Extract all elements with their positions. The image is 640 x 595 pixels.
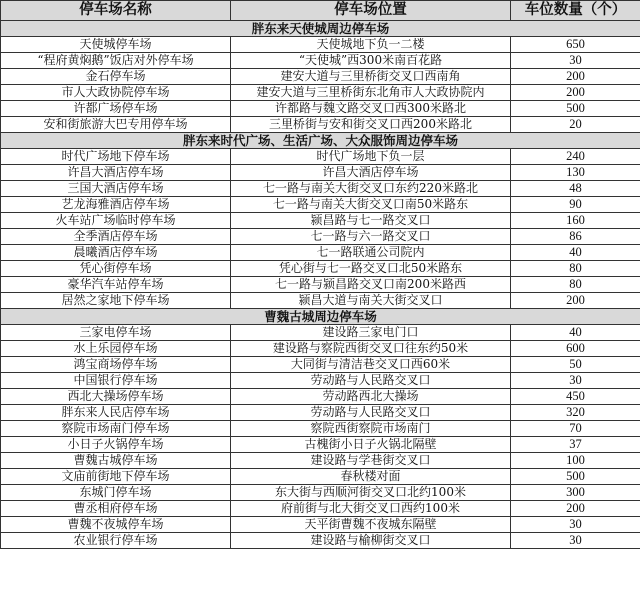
table-row [1,165,640,181]
table-row [1,341,640,357]
table-row [1,469,640,485]
parking-location-cell: 颍昌路与七一路交叉口 [231,213,511,229]
parking-name-cell: 曹魏古城停车场 [1,453,231,469]
table-row [1,293,640,309]
parking-count-cell: 90 [511,197,640,213]
parking-name-cell: 胖东来人民店停车场 [1,405,231,421]
parking-name-cell: 艺龙海雅酒店停车场 [1,197,231,213]
parking-count-cell: 240 [511,149,640,165]
parking-name-cell: 三国大酒店停车场 [1,181,231,197]
parking-location-cell: 颍昌大道与南关大街交叉口 [231,293,511,309]
parking-count-cell: 100 [511,453,640,469]
parking-location-cell: 劳动路西北大操场 [231,389,511,405]
parking-name-cell: 中国银行停车场 [1,373,231,389]
parking-location-cell: 许都路与魏文路交叉口西300米路北 [231,101,511,117]
parking-count-cell: 200 [511,293,640,309]
table-row [1,357,640,373]
parking-count-cell: 20 [511,117,640,133]
table-row [1,37,640,53]
parking-name-cell: 鸿宝商场停车场 [1,357,231,373]
table-row [1,117,640,133]
parking-count-cell: 600 [511,341,640,357]
table-body [1,21,640,549]
parking-count-cell: 30 [511,517,640,533]
parking-name-cell: 小日子火锅停车场 [1,437,231,453]
parking-count-cell: 130 [511,165,640,181]
table-row [1,373,640,389]
table-row [1,85,640,101]
parking-count-cell: 500 [511,101,640,117]
parking-location-cell: 春秋楼对面 [231,469,511,485]
parking-location-cell: 府前街与北大街交叉口西约100米 [231,501,511,517]
parking-location-cell: 时代广场地下负一层 [231,149,511,165]
parking-name-cell: 安和街旅游大巴专用停车场 [1,117,231,133]
parking-name-cell: 曹丞相府停车场 [1,501,231,517]
parking-count-cell: 30 [511,533,640,549]
parking-count-cell: 30 [511,373,640,389]
parking-count-cell: 500 [511,469,640,485]
header-name: 停车场名称 [1,1,231,21]
parking-location-cell: 劳动路与人民路交叉口 [231,405,511,421]
table-row [1,181,640,197]
parking-name-cell: 晨曦酒店停车场 [1,245,231,261]
parking-count-cell: 40 [511,325,640,341]
parking-location-cell: 大同街与清洁巷交叉口西60米 [231,357,511,373]
parking-location-cell: 建设路与学巷街交叉口 [231,453,511,469]
parking-location-cell: 许昌大酒店停车场 [231,165,511,181]
parking-name-cell: 三家电停车场 [1,325,231,341]
parking-location-cell: 建安大道与三里桥街交叉口西南角 [231,69,511,85]
parking-count-cell: 30 [511,53,640,69]
parking-name-cell: 凭心街停车场 [1,261,231,277]
parking-name-cell: 曹魏不夜城停车场 [1,517,231,533]
parking-count-cell: 450 [511,389,640,405]
table-row [1,277,640,293]
parking-count-cell: 200 [511,85,640,101]
parking-name-cell: 市人大政协院停车场 [1,85,231,101]
parking-location-cell: 劳动路与人民路交叉口 [231,373,511,389]
parking-name-cell: 时代广场地下停车场 [1,149,231,165]
parking-count-cell: 70 [511,421,640,437]
parking-count-cell: 200 [511,69,640,85]
table-row [1,213,640,229]
parking-count-cell: 80 [511,261,640,277]
parking-location-cell: 三里桥街与安和街交叉口西200米路北 [231,117,511,133]
section-title: 胖东来天使城周边停车场 [1,21,640,37]
section-title: 胖东来时代广场、生活广场、大众服饰周边停车场 [1,133,640,149]
parking-location-cell: 七一路联通公司院内 [231,245,511,261]
table-row [1,517,640,533]
parking-location-cell: 凭心街与七一路交叉口北50米路东 [231,261,511,277]
parking-count-cell: 40 [511,245,640,261]
parking-location-cell: 七一路与南关大街交叉口南50米路东 [231,197,511,213]
table-row [1,149,640,165]
table-row [1,229,640,245]
parking-location-cell: 天使城地下负一二楼 [231,37,511,53]
parking-name-cell: 西北大操场停车场 [1,389,231,405]
parking-location-cell: 察院西街察院市场南门 [231,421,511,437]
parking-location-cell: 东大街与西顺河街交叉口北约100米 [231,485,511,501]
table-row [1,53,640,69]
parking-count-cell: 320 [511,405,640,421]
parking-name-cell: “程府黄焖鹅”饭店对外停车场 [1,53,231,69]
table-row [1,325,640,341]
parking-location-cell: 古槐街小日子火锅北隔壁 [231,437,511,453]
parking-name-cell: 天使城停车场 [1,37,231,53]
table-row [1,533,640,549]
table-row [1,437,640,453]
table-row [1,69,640,85]
parking-count-cell: 86 [511,229,640,245]
parking-name-cell: 豪华汽车站停车场 [1,277,231,293]
parking-location-cell: 建设路与榆柳街交叉口 [231,533,511,549]
parking-name-cell: 全季酒店停车场 [1,229,231,245]
parking-name-cell: 文庙前街地下停车场 [1,469,231,485]
table-row [1,501,640,517]
parking-name-cell: 火车站广场临时停车场 [1,213,231,229]
section-header-row [1,133,640,149]
parking-name-cell: 水上乐园停车场 [1,341,231,357]
parking-count-cell: 48 [511,181,640,197]
table-row [1,405,640,421]
parking-location-cell: 天平街曹魏不夜城东隔壁 [231,517,511,533]
parking-name-cell: 居然之家地下停车场 [1,293,231,309]
table-row [1,485,640,501]
parking-name-cell: 东城门停车场 [1,485,231,501]
section-header-row [1,309,640,325]
parking-location-cell: 七一路与南关大街交叉口东约220米路北 [231,181,511,197]
table-row [1,101,640,117]
section-header-row [1,21,640,37]
table-row [1,453,640,469]
parking-name-cell: 许昌大酒店停车场 [1,165,231,181]
table-row [1,261,640,277]
parking-location-cell: 七一路与颍昌路交叉口南200米路西 [231,277,511,293]
table-row [1,389,640,405]
parking-location-cell: “天使城”西300米南百花路 [231,53,511,69]
parking-count-cell: 300 [511,485,640,501]
parking-count-cell: 80 [511,277,640,293]
parking-location-cell: 七一路与六一路交叉口 [231,229,511,245]
parking-name-cell: 察院市场南门停车场 [1,421,231,437]
table-row [1,421,640,437]
parking-count-cell: 50 [511,357,640,373]
header-location: 停车场位置 [231,1,511,21]
parking-count-cell: 37 [511,437,640,453]
table-row [1,245,640,261]
header-count: 车位数量（个） [511,1,640,21]
parking-name-cell: 许都广场停车场 [1,101,231,117]
header-row [1,1,640,21]
parking-location-cell: 建设路与察院西街交叉口往东约50米 [231,341,511,357]
parking-name-cell: 农业银行停车场 [1,533,231,549]
parking-count-cell: 650 [511,37,640,53]
parking-location-cell: 建安大道与三里桥街东北角市人大政协院内 [231,85,511,101]
parking-count-cell: 160 [511,213,640,229]
section-title: 曹魏古城周边停车场 [1,309,640,325]
parking-location-cell: 建设路三家电门口 [231,325,511,341]
parking-count-cell: 200 [511,501,640,517]
parking-name-cell: 金石停车场 [1,69,231,85]
table-row [1,197,640,213]
